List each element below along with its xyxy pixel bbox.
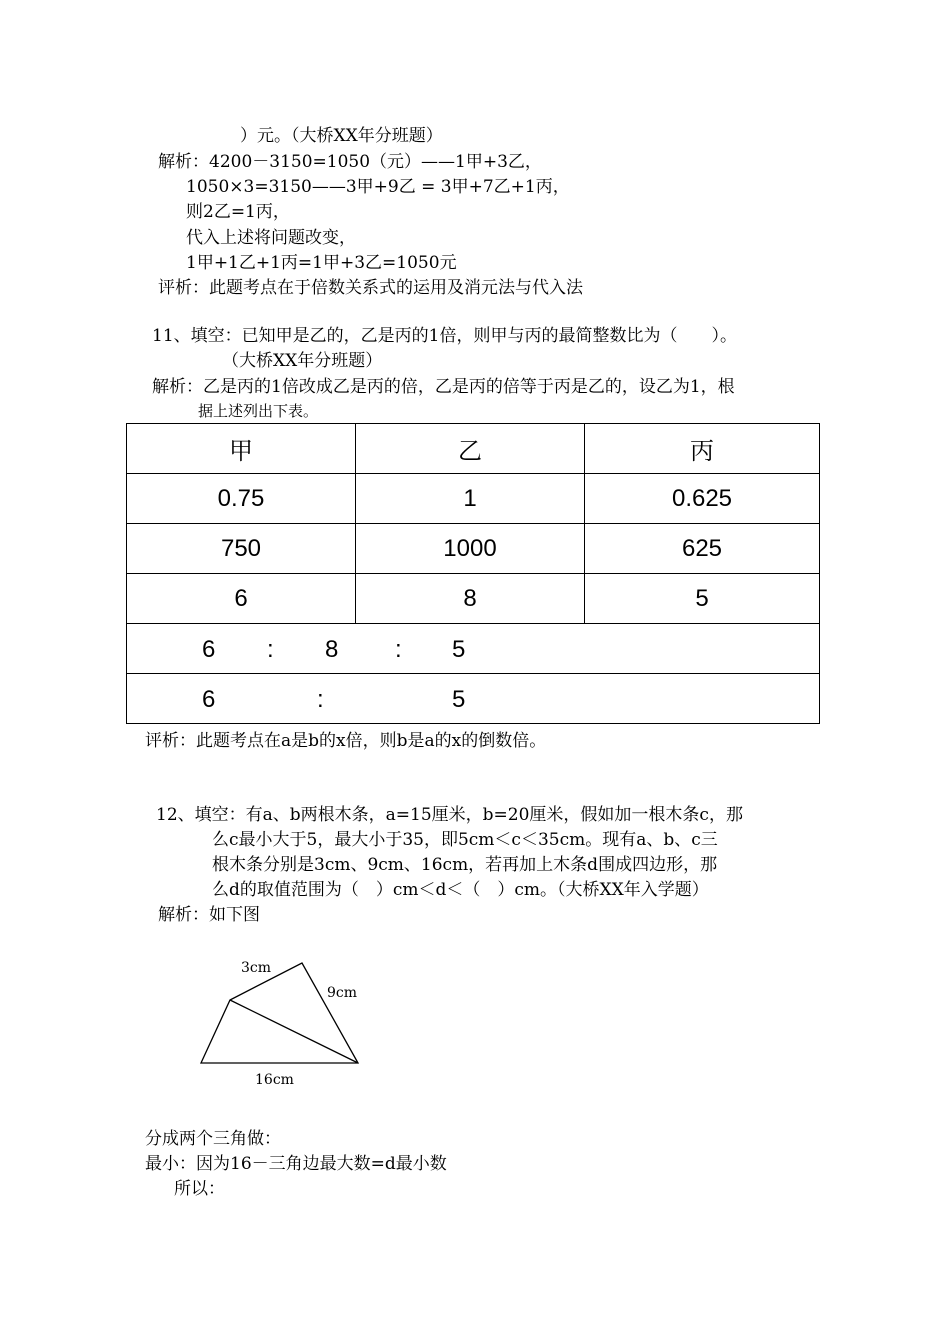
text-line: 最小：因为16－三角边最大数=d最小数 bbox=[145, 1154, 447, 1174]
ratio-row-1 bbox=[127, 624, 820, 674]
table-row bbox=[127, 674, 820, 724]
ratio-value: 6 bbox=[202, 686, 216, 713]
answer-11-cont: 据上述列出下表。 bbox=[198, 402, 319, 420]
question-11: 11、填空：已知甲是乙的，乙是丙的1倍，则甲与丙的最简整数比为（ ）。 bbox=[152, 326, 737, 346]
table-row bbox=[127, 424, 820, 474]
table-cell: 5 bbox=[585, 574, 820, 624]
table-cell: 1000 bbox=[356, 524, 585, 574]
label-16cm: 16cm bbox=[255, 1072, 294, 1088]
ratio-colon: : bbox=[395, 636, 402, 663]
table-row bbox=[127, 524, 820, 574]
ratio-value: 8 bbox=[325, 636, 339, 663]
table-row bbox=[127, 474, 820, 524]
ratio-row-2 bbox=[127, 674, 820, 724]
text-line: 1050×3=3150——3甲+9乙 = 3甲+7乙+1丙， bbox=[186, 177, 570, 197]
text-line: 则2乙=1丙， bbox=[186, 202, 290, 222]
question-12-cont: 么c最小大于5，最大小于35，即5cm＜c＜35cm。现有a、b、c三 bbox=[212, 830, 718, 850]
table-header: 乙 bbox=[356, 424, 585, 474]
table-cell: 750 bbox=[127, 524, 356, 574]
answer-12: 解析：如下图 bbox=[158, 905, 260, 925]
diagonal-line bbox=[230, 1000, 358, 1063]
table-cell: 8 bbox=[356, 574, 585, 624]
answer-11: 解析：乙是丙的1倍改成乙是丙的倍，乙是丙的倍等于丙是乙的，设乙为1，根 bbox=[152, 377, 735, 397]
ratio-colon: : bbox=[317, 686, 324, 713]
text-line: 1甲+1乙+1丙=1甲+3乙=1050元 bbox=[186, 253, 457, 273]
ratio-colon: : bbox=[267, 636, 274, 663]
text-line: 代入上述将问题改变， bbox=[186, 228, 356, 248]
label-9cm: 9cm bbox=[327, 985, 358, 1001]
text-line: ）元。（大桥XX年分班题） bbox=[240, 126, 443, 146]
ratio-table bbox=[126, 423, 820, 724]
ratio-value: 5 bbox=[452, 686, 466, 713]
table-cell: 0.75 bbox=[127, 474, 356, 524]
table-cell: 6 bbox=[127, 574, 356, 624]
text-line: 分成两个三角做： bbox=[145, 1129, 281, 1149]
question-12-cont: 么d的取值范围为（ ）cm＜d＜（ ）cm。（大桥XX年入学题） bbox=[212, 880, 709, 900]
table-cell: 625 bbox=[585, 524, 820, 574]
ratio-value: 6 bbox=[202, 636, 216, 663]
table-header: 丙 bbox=[585, 424, 820, 474]
table-row bbox=[127, 574, 820, 624]
text-line: 解析：4200－3150=1050（元）——1甲+3乙， bbox=[158, 152, 542, 172]
quadrilateral-figure bbox=[195, 955, 395, 1095]
label-3cm: 3cm bbox=[241, 960, 272, 976]
text-line: 评析：此题考点在于倍数关系式的运用及消元法与代入法 bbox=[158, 278, 583, 298]
table-cell: 0.625 bbox=[585, 474, 820, 524]
table-row bbox=[127, 624, 820, 674]
text-line: 所以： bbox=[174, 1179, 225, 1199]
review-11: 评析：此题考点在a是b的x倍，则b是a的x的倒数倍。 bbox=[145, 731, 547, 751]
table-header: 甲 bbox=[127, 424, 356, 474]
question-11-source: （大桥XX年分班题） bbox=[222, 351, 383, 371]
table-cell: 1 bbox=[356, 474, 585, 524]
question-12-cont: 根木条分别是3cm、9cm、16cm，若再加上木条d围成四边形，那 bbox=[212, 855, 718, 875]
question-12: 12、填空：有a、b两根木条，a=15厘米，b=20厘米，假如加一根木条c，那 bbox=[156, 805, 743, 825]
ratio-value: 5 bbox=[452, 636, 466, 663]
quadrilateral-outline bbox=[201, 963, 358, 1063]
